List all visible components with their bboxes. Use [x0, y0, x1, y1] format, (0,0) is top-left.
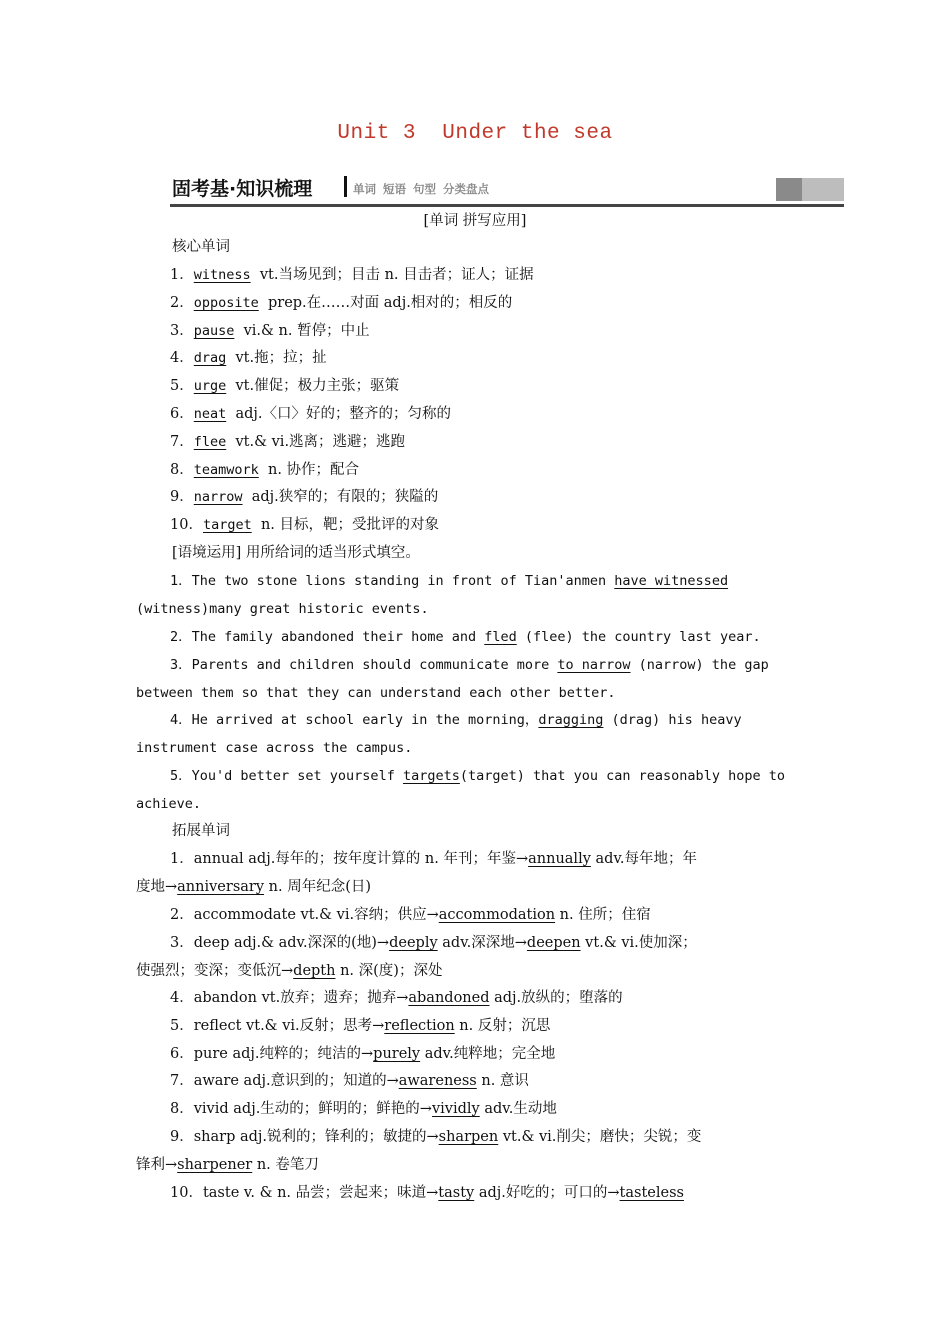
core-word-item: 7．flee vt.& vi.逃离；逃避；逃跑 — [170, 433, 406, 450]
core-word: flee — [193, 433, 227, 450]
core-word: neat — [193, 406, 227, 422]
answer-blank: depth — [293, 963, 336, 979]
core-word-definition: vt.催促；极力主张；驱策 — [235, 378, 400, 395]
ext-word-7: 7．aware adj.意识到的；知道的→awareness n. 意识 — [170, 1073, 529, 1089]
context-sentence-3-cont: between them so that they can understand each other better. — [136, 685, 616, 701]
answer-blank: deeply — [389, 935, 438, 951]
answer-blank: targets — [402, 768, 460, 784]
core-word-item: 9．narrow adj.狭窄的；有限的；狭隘的 — [170, 489, 439, 506]
answer-blank: sharpener — [177, 1157, 253, 1173]
answer-blank: fled — [484, 629, 517, 645]
ext-word-8: 8．vivid adj.生动的；鲜明的；鲜艳的→vividly adv.生动地 — [170, 1101, 557, 1117]
banner-decor-light — [802, 178, 844, 201]
core-word-definition: vt.当场见到；目击 n. 目击者；证人；证据 — [259, 267, 534, 283]
core-word: witness — [193, 267, 251, 283]
core-word-item: 5．urge vt.催促；极力主张；驱策 — [170, 378, 400, 395]
ext-word-5: 5．reflect vt.& vi.反射；思考→reflection n. 反射；沉思 — [170, 1018, 551, 1034]
core-word: teamwork — [193, 461, 259, 478]
core-word-item: 6．neat adj.〈口〉好的；整齐的；匀称的 — [170, 406, 451, 422]
context-sentence-2: 2．The family abandoned their home and fled (flee) the country last year. — [170, 629, 761, 645]
core-word-definition: n. 目标，靶；受批评的对象 — [260, 517, 440, 534]
context-heading: [语境运用] 用所给词的适当形式填空。 — [172, 545, 420, 561]
ext-word-9-cont: 锋利→sharpener n. 卷笔刀 — [136, 1157, 319, 1173]
section-label: [单词 拼写应用] — [423, 213, 527, 229]
section-banner — [170, 174, 844, 207]
ext-word-3: 3．deep adj.& adv.深深的(地)→deeply adv.深深地→deepen vt.& vi.使加深； — [170, 935, 697, 951]
core-word: urge — [193, 378, 227, 395]
context-sentence-5: 5．You'd better set yourself targets(target) that you can reasonably hope to — [170, 768, 785, 784]
core-word-item: 8．teamwork n. 协作；配合 — [170, 461, 360, 478]
answer-blank: purely — [373, 1046, 421, 1062]
core-word-definition: prep.在……对面 adj.相对的；相反的 — [267, 294, 513, 311]
answer-blank: tasteless — [619, 1185, 684, 1201]
core-word-definition: n. 协作；配合 — [267, 461, 360, 478]
core-word-definition: vi.& n. 暂停；中止 — [243, 322, 370, 339]
ext-heading: 拓展单词 — [172, 823, 230, 839]
answer-blank: dragging — [538, 712, 604, 728]
context-sentence-4-cont: instrument case across the campus. — [136, 740, 413, 756]
answer-blank: anniversary — [177, 879, 265, 895]
context-sentence-1: 1．The two stone lions standing in front of Tian'anmen have witnessed — [170, 573, 729, 589]
answer-blank: reflection — [384, 1018, 455, 1034]
core-heading: 核心单词 — [172, 239, 230, 255]
ext-word-1: 1．annual adj.每年的；按年度计算的 n. 年刊；年鉴→annually adv.每年地；年 — [170, 851, 698, 867]
context-sentence-4: 4．He arrived at school early in the morning，dragging (drag) his heavy — [170, 712, 742, 728]
ext-word-9: 9．sharp adj.锐利的；锋利的；敏捷的→sharpen vt.& vi.削尖；磨快；尖锐；变 — [170, 1129, 702, 1145]
answer-blank: accommodation — [438, 907, 556, 923]
answer-blank: sharpen — [438, 1129, 499, 1145]
answer-blank: to narrow — [557, 657, 631, 673]
core-word: pause — [193, 322, 235, 339]
banner-title: 固考基·知识梳理 — [172, 178, 313, 200]
core-word-item: 4．drag vt.拖；拉；扯 — [170, 350, 327, 367]
core-word: opposite — [193, 294, 259, 311]
banner-divider — [344, 176, 347, 197]
context-sentence-3: 3．Parents and children should communicate more to narrow (narrow) the gap — [170, 657, 769, 673]
core-word-definition: vt.& vi.逃离；逃避；逃跑 — [235, 433, 406, 450]
core-word-item: 2．opposite prep.在……对面 adj.相对的；相反的 — [170, 294, 513, 311]
core-word: narrow — [193, 489, 243, 506]
core-word-definition: adj.〈口〉好的；整齐的；匀称的 — [235, 406, 451, 422]
core-word: drag — [193, 350, 227, 367]
answer-blank: have witnessed — [614, 573, 729, 589]
answer-blank: vividly — [431, 1101, 480, 1117]
core-word: target — [202, 517, 252, 534]
answer-blank: tasty — [438, 1185, 475, 1201]
core-word-definition: adj.狭窄的；有限的；狭隘的 — [251, 489, 439, 506]
banner-subtitle: 单词 短语 句型 分类盘点 — [353, 182, 490, 196]
page-title: Unit 3 Under the sea — [337, 122, 613, 145]
ext-word-1-cont: 度地→anniversary n. 周年纪念(日) — [136, 879, 372, 895]
ext-word-6: 6．pure adj.纯粹的；纯洁的→purely adv.纯粹地；完全地 — [170, 1046, 556, 1062]
answer-blank: deepen — [526, 935, 581, 951]
ext-word-3-cont: 使强烈；变深；变低沉→depth n. 深(度)；深处 — [136, 963, 443, 979]
ext-word-10: 10．taste v. & n. 品尝；尝起来；味道→tasty adj.好吃的；可口的→tasteless — [170, 1185, 684, 1201]
answer-blank: abandoned — [408, 990, 490, 1006]
ext-word-2: 2．accommodate vt.& vi.容纳；供应→accommodation n. 住所；住宿 — [170, 907, 651, 923]
core-word-item: 3．pause vi.& n. 暂停；中止 — [170, 322, 370, 339]
core-word-item: 10．target n. 目标，靶；受批评的对象 — [170, 517, 440, 534]
context-sentence-5-cont: achieve. — [136, 796, 202, 812]
ext-word-4: 4．abandon vt.放弃；遗弃；抛弃→abandoned adj.放纵的；堕落的 — [170, 990, 623, 1006]
core-word-definition: vt.拖；拉；扯 — [235, 350, 327, 367]
answer-blank: awareness — [398, 1073, 477, 1089]
banner-decor-dark — [776, 178, 802, 201]
answer-blank: annually — [528, 851, 591, 867]
core-word-item: 1．witness vt.当场见到；目击 n. 目击者；证人；证据 — [170, 267, 534, 283]
context-sentence-1-cont: (witness)many great historic events. — [136, 601, 429, 617]
